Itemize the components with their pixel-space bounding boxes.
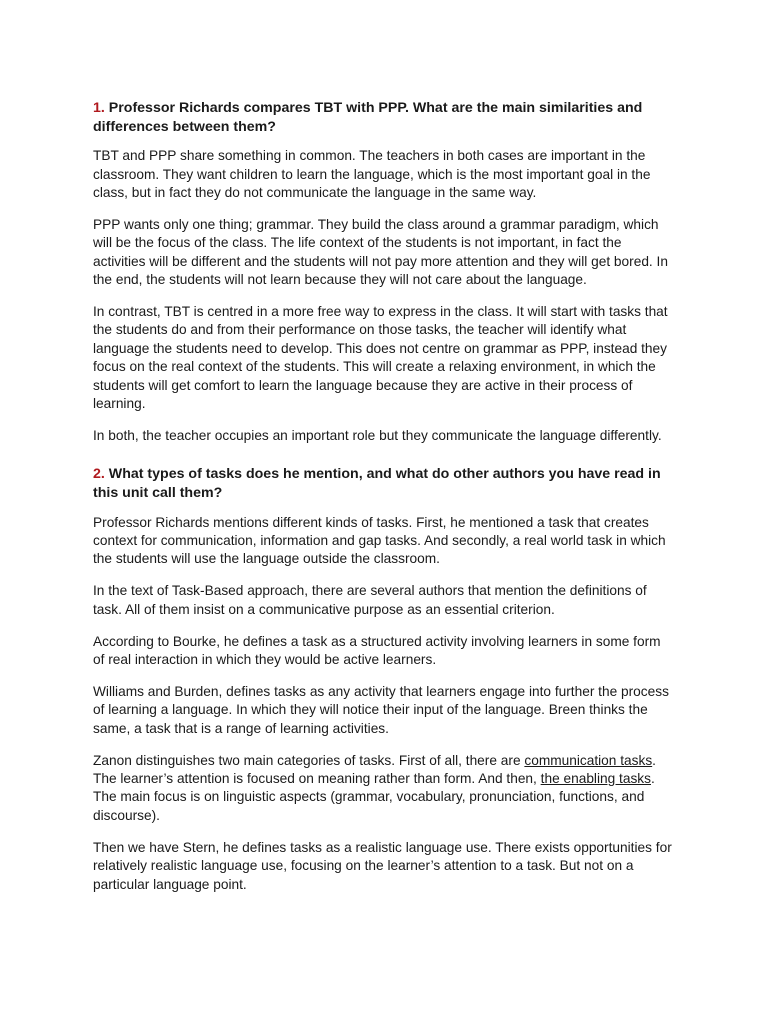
paragraph: In contrast, TBT is centred in a more free way to express in the class. It will start with tasks that the students do and from their performance on those tasks, the teacher will identify what language the students need to develop. This does not centre on grammar as PPP, instead they focus on the real context of the students. This will create a relaxing environment, in which the students will get comfort to learn the language because they are active in their process of learning. [93,304,668,412]
paragraph: Williams and Burden, defines tasks as any activity that learners engage into further the process of learning a language. In which they will notice their input of the language. Breen thinks the same, a task that is a range of learning activities. [93,683,669,736]
question-text: What types of tasks does he mention, and what do other authors you have read in this unit call them? [93,466,661,501]
paragraph: According to Bourke, he defines a task as a structured activity involving learners in some form of real interaction in which they would be active learners. [93,633,661,667]
question-number: 2. [93,466,105,483]
question-text: Professor Richards compares TBT with PPP. What are the main similarities and differences between them? [93,100,643,135]
paragraph: PPP wants only one thing; grammar. They build the class around a grammar paradigm, which will be the focus of the class. The life context of the students is not important, in fact the activities will be different and the students will not pay more attention and they will get bored. In the end, the students will not learn because they will not care about the language. [93,216,668,288]
paragraph-zanon [93,752,675,826]
paragraph: Professor Richards mentions different kinds of tasks. First, he mentioned a task that creates context for communication, information and gap tasks. And secondly, a real world task in which the students will use the language outside the classroom. [93,514,666,567]
underlined-term-enabling-tasks: the enabling tasks [540,771,651,787]
question-2-heading [93,465,675,502]
paragraph: In both, the teacher occupies an important role but they communicate the language differently. [93,427,662,443]
question-number: 1. [93,100,105,116]
text-run: Zanon distinguishes two main categories of tasks. First of all, there are [93,752,525,768]
text-run: . The main focus is on linguistic aspects (grammar, vocabulary, pronunciation, functions, and discourse). [93,771,655,823]
underlined-term-communication-tasks: communication tasks [524,752,653,768]
text-run: . The learner’s attention is focused on meaning rather than form. And then, [93,752,656,787]
paragraph: TBT and PPP share something in common. The teachers in both cases are important in the classroom. They want children to learn the language, which is the most important goal in the class, but in fact they do not communicate the language in the same way. [93,148,651,200]
question-1-heading [93,99,675,136]
paragraph: In the text of Task-Based approach, there are several authors that mention the definitions of task. All of them insist on a communicative purpose as an essential criterion. [93,583,647,617]
paragraph: Then we have Stern, he defines tasks as a realistic language use. There exists opportunities for relatively realistic language use, focusing on the learner’s attention to a task. But not on a particular language point. [93,839,672,892]
